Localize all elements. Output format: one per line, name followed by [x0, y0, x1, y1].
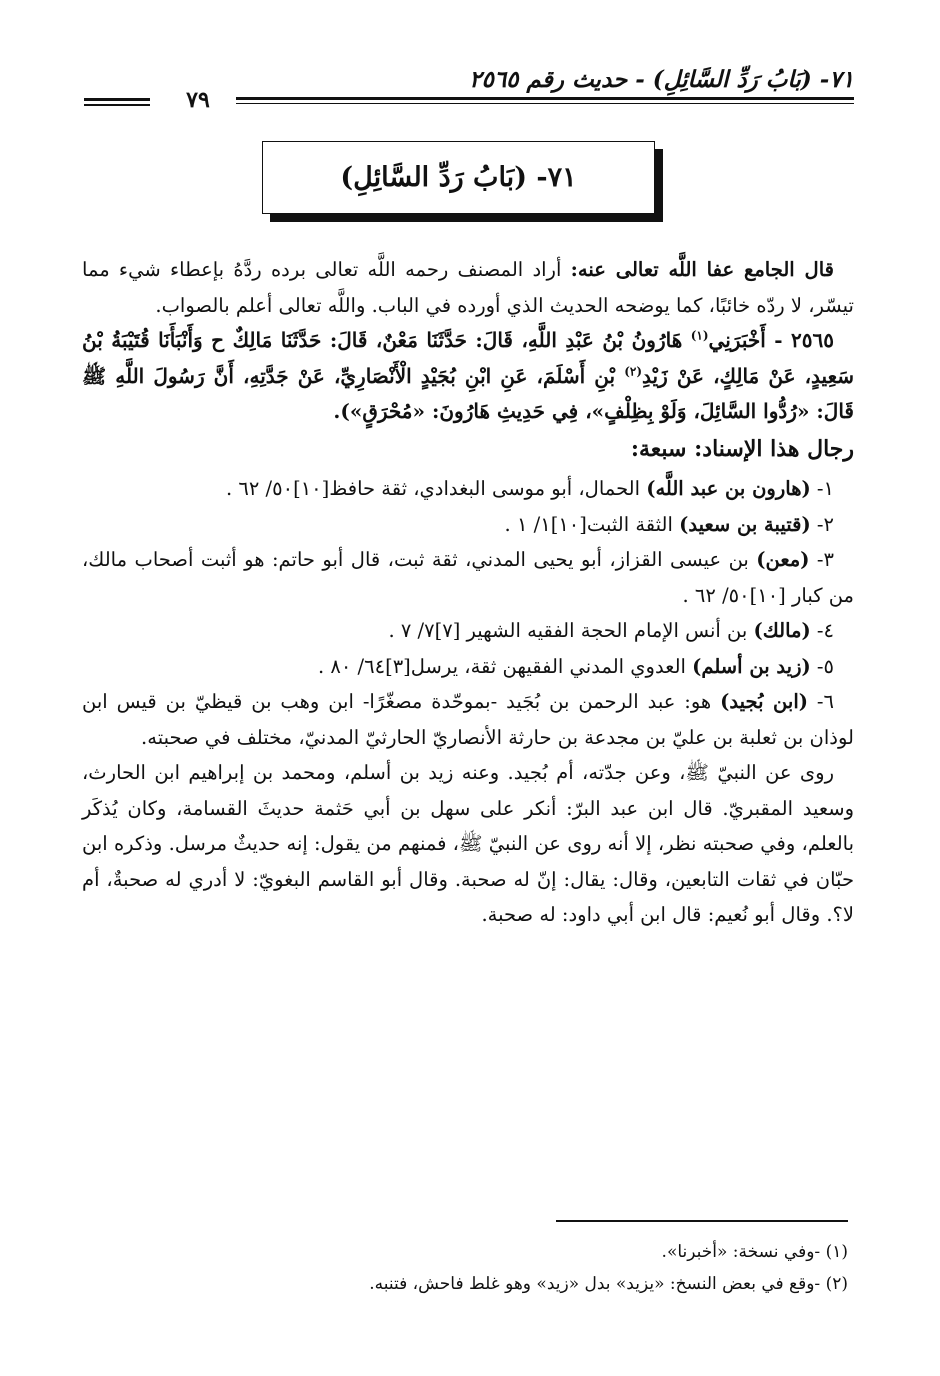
narrator-name: (هارون بن عبد اللَّه) — [646, 477, 811, 500]
footnote-marker-1: (١) — [690, 328, 709, 343]
footnote-2: (٢) -وقع في بعض النسخ: «يزيد» بدل «زيد» وهو غلط فاحش، فتنبه. — [369, 1274, 848, 1294]
narrator-text: بن عيسى القزاز، أبو يحيى المدني، ثقة ثبت، قال أبو حاتم: هو أثبت أصحاب مالك، من كبار [١٠]٥٠/ ٦٢ . — [82, 548, 854, 607]
footnote-marker-2: (٢) — [624, 363, 643, 378]
narrator-name: (قتيبة بن سعيد) — [679, 512, 811, 536]
narrator-number: ٣- — [809, 548, 834, 571]
narrator-name: (زيد بن أسلم) — [692, 654, 811, 678]
narrator-item — [82, 684, 854, 755]
narrator-number: ٤- — [810, 619, 834, 642]
narrator-number: ١- — [810, 477, 834, 500]
footnote-1: (١) -وفي نسخة: «أخبرنا». — [661, 1242, 848, 1262]
narrator-name: (ابن بُجيد) — [720, 690, 808, 713]
narrator-text: هو: عبد الرحمن بن بُجَيد -بموحّدة مصغّرًا- ابن وهب بن قيظيّ بن قيس ابن لوذان بن ثعلبة بن عليّ بن مجدعة بن حارثة الأنصاريّ الحارثيّ المدنيّ، مختلف في صحبته. — [82, 690, 854, 749]
header-rule-thin — [236, 103, 854, 104]
narrator-text: بن أنس الإمام الحجة الفقيه الشهير [٧]٧/ ٧ . — [388, 619, 754, 642]
narrator-item — [82, 649, 854, 685]
hadith-part-3: بْنِ أَسْلَمَ، عَنِ ابْنِ بُجَيْدٍ الْأَنْصَارِيِّ، عَنْ جَدَّتِهِ، أَنَّ رَسُولَ اللَّهِ ﷺ قَالَ: «رُدُّوا السَّائِلَ، وَلَوْ بِظِلْفٍ»، فِي حَدِيثِ هَارُونَ: «مُحْرَقٍ»). — [82, 363, 854, 423]
biography-paragraph: روى عن النبيّ ﷺ، وعن جدّته، أم بُجيد. وعنه زيد بن أسلم، ومحمد بن إبراهيم ابن الحارث، وسعيد المقبريّ. قال ابن عبد البرّ: أنكر على سهل بن أبي حَثمة حديثَ القسامة، وكان يُذكَر بالعلم، وفي صحبته نظر، إلا أنه روى عن النبيّ ﷺ، فمنهم من يقول: إنه حديثٌ مرسل. وذكره ابن حبّان في ثقات التابعين، وقال: يقال: إنّ له صحبة. وقال أبو القاسم البغويّ: لا أدري له صحبةٌ، أم لا؟. وقال أبو نُعيم: قال ابن أبي داود: له صحبة. — [82, 761, 854, 926]
narrators-heading: رجال هذا الإسناد: سبعة: — [630, 435, 854, 462]
intro-paragraph — [82, 252, 854, 323]
header-rule — [236, 97, 854, 100]
footnote-separator — [556, 1220, 848, 1222]
narrator-item — [82, 507, 854, 543]
page-number: ٧٩ — [186, 87, 210, 113]
hadith-text — [82, 323, 854, 430]
footnotes — [82, 1236, 848, 1300]
narrator-name: (معن) — [756, 548, 810, 571]
main-text — [82, 252, 854, 933]
chapter-title-box — [262, 141, 655, 214]
chapter-title: ٧١- (بَابُ رَدِّ السَّائِلِ) — [340, 162, 577, 193]
narrator-item — [82, 613, 854, 649]
header-left-rule-thin — [84, 104, 150, 106]
intro-text: أراد المصنف رحمه اللَّه تعالى برده ردَّهُ بإعطاء شيء مما تيسّر، لا ردّه خائبًا، كما يوضحه الحديث الذي أورده في الباب. واللَّه تعالى أعلم بالصواب. — [82, 258, 854, 317]
header-left-rule — [84, 98, 150, 101]
narrator-name: (مالك) — [753, 619, 811, 642]
narrator-number: ٥- — [810, 654, 834, 678]
narrator-number: ٦- — [807, 690, 834, 713]
narrator-number: ٢- — [810, 512, 834, 536]
running-header-title: ٧١- (بَابُ رَدِّ السَّائِلِ) - حديث رقم ٢٥٦٥ — [469, 66, 854, 93]
narrator-item — [82, 542, 854, 613]
hadith-part-1: ٢٥٦٥ - أَخْبَرَنِي — [708, 328, 834, 352]
narrator-text: الحمال، أبو موسى البغدادي، ثقة حافظ[١٠]٥٠/ ٦٢ . — [225, 477, 647, 500]
narrator-item — [82, 471, 854, 507]
narrator-text: العدوي المدني الفقيهن ثقة، يرسل[٣]٦٤/ ٨٠ . — [317, 654, 693, 678]
narrator-text: الثقة الثبت[١٠]١/ ١ . — [504, 512, 680, 536]
hadith-part-2: هَارُونُ بْنُ عَبْدِ اللَّهِ، قَالَ: حَدَّثَنَا مَعْنٌ، قَالَ: حَدَّثَنَا مَالِكٌ ح وَأَنْبَأَنَا قُتَيْبَةُ بْنُ سَعِيدٍ، عَنْ مَالِكٍ، عَنْ زَيْدِ — [82, 328, 854, 388]
intro-lead: قال الجامع عفا اللَّه تعالى عنه: — [570, 258, 834, 281]
